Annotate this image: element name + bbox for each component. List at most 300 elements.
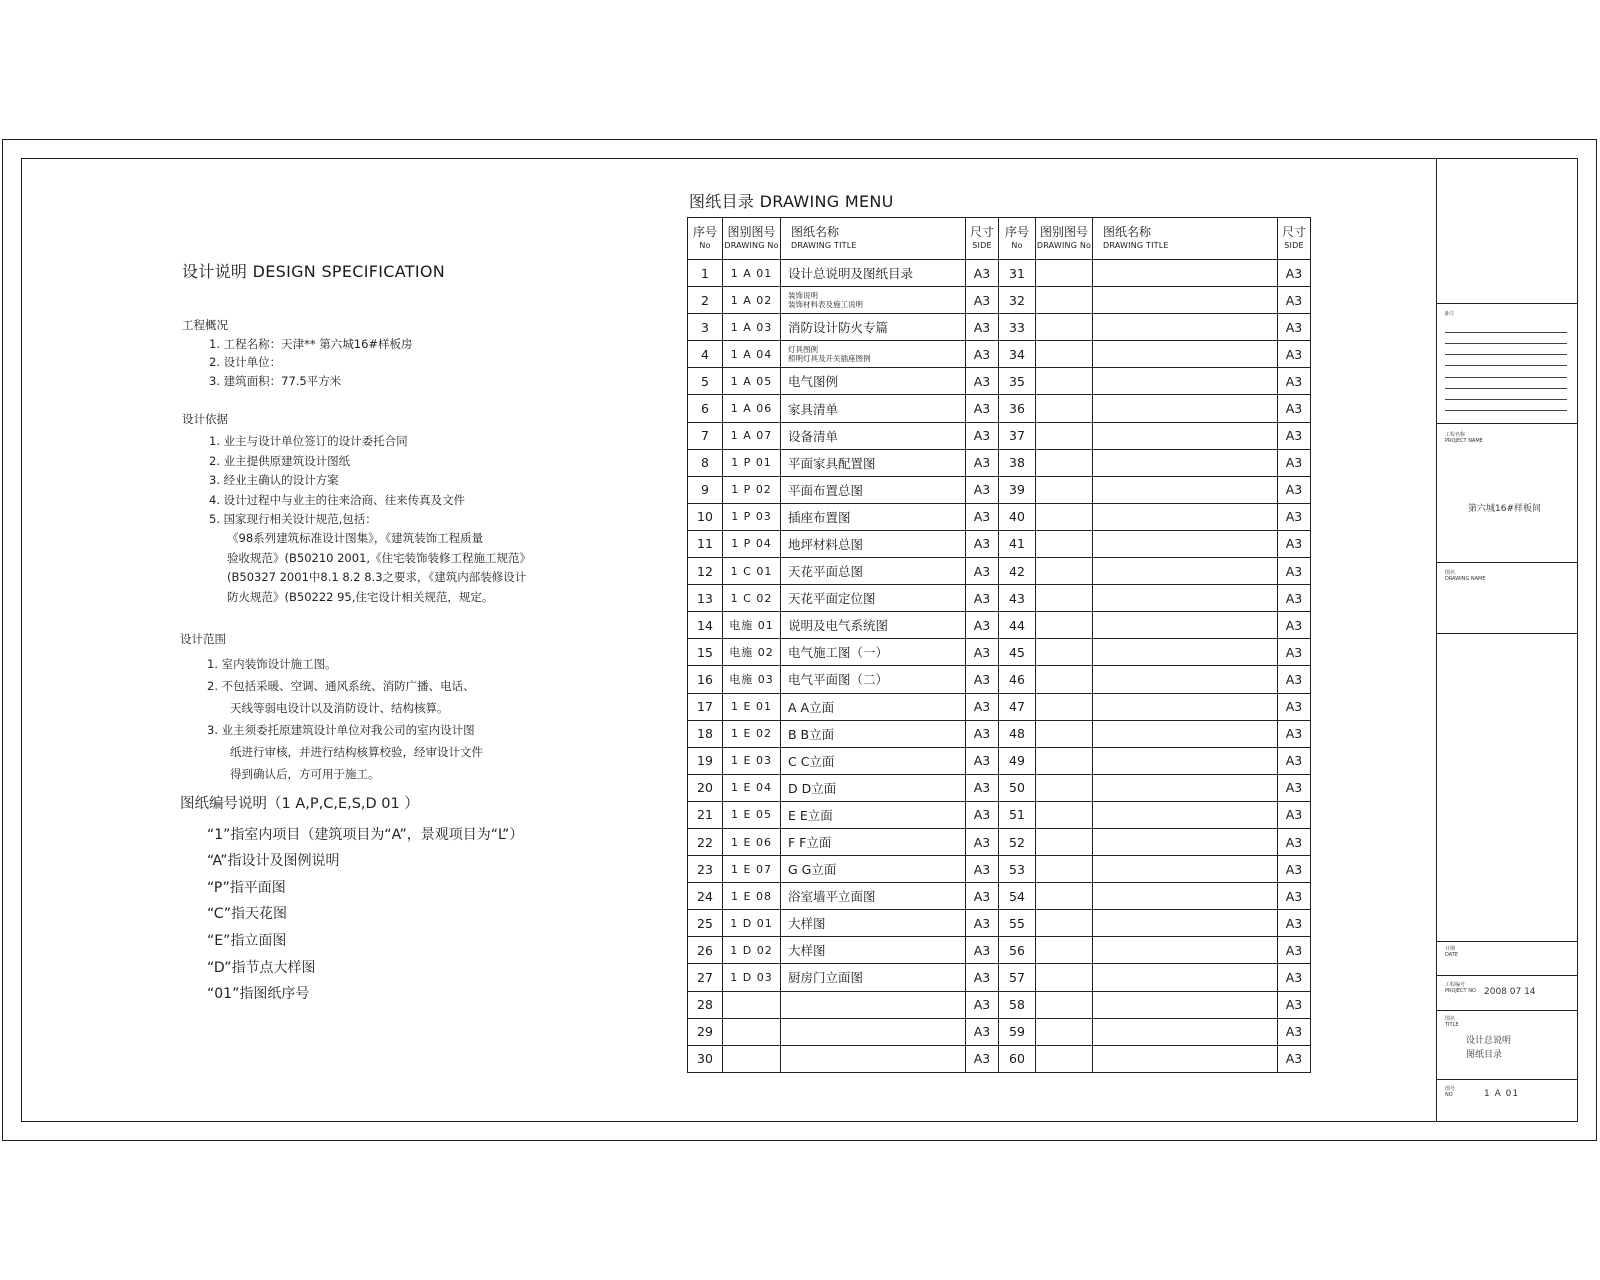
spec-line: 3. 经业主确认的设计方案 [209,473,339,488]
title-block-rule [1436,1079,1577,1080]
cell-title: 说明及电气系统图 [781,612,966,639]
cell-size: A3 [966,693,999,720]
cell-drawing-no: 1 A 04 [723,341,781,368]
menu-row [688,1045,1311,1072]
drawing-numbering-notes [180,791,523,1008]
cell-drawing-no: 1 D 01 [723,910,781,937]
cell-title [1093,449,1278,476]
remark-line [1445,365,1567,366]
spec-line: 天线等弱电设计以及消防设计、结构核算。 [230,701,449,715]
cell-drawing-no [1036,287,1093,314]
cell-title [781,1018,966,1045]
cell-no: 29 [688,1018,723,1045]
numbering-line: “D”指节点大样图 [207,959,316,976]
cell-size: A3 [966,395,999,422]
cell-title: 大样图 [781,937,966,964]
cell-drawing-no: 1 C 01 [723,558,781,585]
cell-drawing-no: 1 E 08 [723,883,781,910]
cell-drawing-no [1036,720,1093,747]
cell-drawing-no: 1 E 06 [723,828,781,855]
cell-drawing-no [1036,612,1093,639]
cell-size: A3 [966,801,999,828]
cell-size: A3 [966,422,999,449]
label-en: DRAWING NAME [1445,576,1486,582]
section-heading: 工程概况 [182,318,228,332]
menu-row [688,260,1311,287]
cell-size: A3 [1278,964,1311,991]
cell-drawing-no: 1 P 02 [723,476,781,503]
cell-title [1093,693,1278,720]
menu-row [688,449,1311,476]
cell-title [1093,639,1278,666]
spec-line: 3. 建筑面积：77.5平方米 [209,373,342,388]
menu-row [688,964,1311,991]
numbering-line: “01”指图纸序号 [207,986,310,1003]
spec-section-project-overview [182,316,413,390]
spec-line: 5. 国家现行相关设计规范,包括： [209,512,377,527]
cell-title [1093,1045,1278,1072]
spec-line: 3. 业主须委托原建筑设计单位对我公司的室内设计图 [207,723,475,737]
cell-drawing-no: 1 E 07 [723,856,781,883]
cell-drawing-no: 电施 02 [723,639,781,666]
cell-no: 57 [999,964,1036,991]
cell-no: 10 [688,503,723,530]
header-en: DRAWING TITLE [791,241,857,250]
cell-no: 13 [688,585,723,612]
menu-row [688,503,1311,530]
cell-title: 平面布置总图 [781,476,966,503]
cell-size: A3 [1278,530,1311,557]
menu-row [688,910,1311,937]
cell-drawing-no: 1 D 02 [723,937,781,964]
cell-drawing-no [1036,503,1093,530]
cell-title: 电气图例 [781,368,966,395]
cell-no: 27 [688,964,723,991]
numbering-line: “1”指室内项目（建筑项目为“A”，景观项目为“L”） [207,826,524,843]
cell-no: 59 [999,1018,1036,1045]
cell-drawing-no [1036,801,1093,828]
cell-size: A3 [1278,368,1311,395]
cell-title: 大样图 [781,910,966,937]
drawing-menu-table [687,217,1311,1073]
cell-size: A3 [966,612,999,639]
cell-title: 天花平面定位图 [781,585,966,612]
cell-no: 30 [688,1045,723,1072]
cell-drawing-no: 1 D 03 [723,964,781,991]
cell-drawing-no [1036,910,1093,937]
cell-no: 52 [999,828,1036,855]
label-en: PROJECT NAME [1445,438,1483,444]
cell-size: A3 [966,937,999,964]
cell-no: 42 [999,558,1036,585]
menu-row [688,883,1311,910]
cell-title [1093,314,1278,341]
cell-no: 38 [999,449,1036,476]
cell-title [1093,260,1278,287]
cell-title [1093,666,1278,693]
cell-title [1093,747,1278,774]
numbering-line: “P”指平面图 [207,879,286,896]
cell-title-line: 装饰材料表及施工说明 [788,300,863,310]
title-block-rule [1436,941,1577,942]
cell-no: 19 [688,747,723,774]
label-zh: 图名 [1445,1016,1456,1022]
cell-size: A3 [1278,422,1311,449]
cell-drawing-no [1036,558,1093,585]
cell-no: 36 [999,395,1036,422]
cell-drawing-no: 1 C 02 [723,585,781,612]
header-en: DRAWING TITLE [1103,241,1169,250]
cell-no: 11 [688,530,723,557]
menu-row [688,341,1311,368]
cell-size: A3 [1278,883,1311,910]
cell-title-line: 照明灯具及开关插座图例 [788,354,871,364]
cell-drawing-no: 1 P 03 [723,503,781,530]
cell-no: 41 [999,530,1036,557]
cell-drawing-no [1036,883,1093,910]
remark-line [1445,377,1567,378]
cell-drawing-no: 1 P 01 [723,449,781,476]
cell-drawing-no [1036,1045,1093,1072]
cell-size: A3 [1278,314,1311,341]
cell-title [1093,883,1278,910]
cell-title: A A立面 [781,693,966,720]
section-heading: 设计范围 [180,632,226,646]
cell-no: 8 [688,449,723,476]
cell-no: 31 [999,260,1036,287]
label-zh: 图号 [1445,1086,1456,1092]
spec-line: 1. 室内装饰设计施工图。 [207,657,337,671]
cell-size: A3 [966,476,999,503]
header-en: SIDE [1284,241,1304,250]
header-zh: 尺寸 [1281,225,1306,239]
spec-line: 验收规范》(B50210 2001,《住宅装饰装修工程施工规范》 [227,550,532,565]
menu-title: 图纸目录 DRAWING MENU [689,192,894,211]
header-en: SIDE [972,241,992,250]
cell-title [1093,530,1278,557]
cell-no: 33 [999,314,1036,341]
cell-title: 厨房门立面图 [781,964,966,991]
section-heading: 图纸编号说明（1 A,P,C,E,S,D 01 ） [180,796,419,812]
cell-title [1093,558,1278,585]
cell-no: 54 [999,883,1036,910]
date-label [1445,946,1458,958]
cell-drawing-no [1036,476,1093,503]
cell-title: 电气平面图（二） [781,666,966,693]
title-block-rule [1436,1010,1577,1011]
cell-title [1093,856,1278,883]
cell-size: A3 [1278,828,1311,855]
cell-title [1093,503,1278,530]
header-title [1093,218,1278,260]
cell-no: 12 [688,558,723,585]
cell-size: A3 [966,260,999,287]
cell-drawing-no [1036,260,1093,287]
cell-title [1093,368,1278,395]
cell-title: E E立面 [781,801,966,828]
cell-size: A3 [1278,774,1311,801]
remark-line [1445,388,1567,389]
spec-section-design-scope [180,628,483,785]
spec-line: 1. 业主与设计单位签订的设计委托合同 [209,434,408,449]
project-name: 第六城16#样板间 [1468,504,1541,514]
cell-no: 5 [688,368,723,395]
header-size [966,218,999,260]
cell-no: 55 [999,910,1036,937]
menu-row [688,287,1311,314]
cell-no: 26 [688,937,723,964]
cell-drawing-no [723,1018,781,1045]
cell-drawing-no: 1 A 06 [723,395,781,422]
header-en: No [1011,241,1023,250]
header-no [999,218,1036,260]
spec-line: 2. 业主提供原建筑设计图纸 [209,453,351,468]
date-value: 2008 07 14 [1484,987,1536,997]
spec-line: 纸进行审核，并进行结构核算校验，经审设计文件 [230,745,483,759]
cell-drawing-no [1036,585,1093,612]
cell-title [1093,910,1278,937]
cell-title [1093,801,1278,828]
cell-drawing-no [1036,1018,1093,1045]
remark-line [1445,354,1567,355]
cell-no: 3 [688,314,723,341]
header-zh: 图纸名称 [1103,225,1152,239]
sheet-title-line: 图纸目录 [1466,1050,1503,1060]
cell-no: 2 [688,287,723,314]
cell-no: 21 [688,801,723,828]
menu-row [688,612,1311,639]
cell-drawing-no [1036,368,1093,395]
label-zh: 工程编号 [1445,982,1466,988]
cell-title [781,341,966,368]
cell-drawing-no [1036,964,1093,991]
cell-size: A3 [966,368,999,395]
cell-size: A3 [966,585,999,612]
cell-size: A3 [1278,341,1311,368]
cell-title: 家具清单 [781,395,966,422]
menu-row [688,368,1311,395]
cell-drawing-no: 1 A 05 [723,368,781,395]
cell-title-line: 灯具图例 [788,345,818,355]
cell-drawing-no [1036,693,1093,720]
cell-size: A3 [966,314,999,341]
cell-title: 设备清单 [781,422,966,449]
cell-title: 插座布置图 [781,503,966,530]
remark-label: 备注 [1444,311,1455,317]
label-zh: 日期 [1445,946,1456,952]
cell-no: 1 [688,260,723,287]
cell-title [1093,341,1278,368]
header-en: No [699,241,711,250]
menu-body [688,260,1311,1073]
cell-size: A3 [1278,910,1311,937]
cell-no: 32 [999,287,1036,314]
spec-title: 设计说明 DESIGN SPECIFICATION [182,262,445,281]
cell-size: A3 [1278,639,1311,666]
menu-row [688,1018,1311,1045]
cell-no: 58 [999,991,1036,1018]
spec-line: 得到确认后，方可用于施工。 [230,767,380,781]
remark-line [1445,410,1567,411]
menu-row [688,422,1311,449]
cell-drawing-no: 1 A 07 [723,422,781,449]
cell-title: C C立面 [781,747,966,774]
cell-no: 39 [999,476,1036,503]
cell-no: 17 [688,693,723,720]
label-zh: 工程名称 [1445,432,1466,438]
cell-no: 20 [688,774,723,801]
cell-size: A3 [966,883,999,910]
title-block-rule [1436,562,1577,563]
cell-size: A3 [1278,503,1311,530]
cell-no: 50 [999,774,1036,801]
cell-drawing-no: 1 E 05 [723,801,781,828]
cell-title [1093,991,1278,1018]
cell-no: 43 [999,585,1036,612]
cell-no: 9 [688,476,723,503]
cell-title: 天花平面总图 [781,558,966,585]
cell-drawing-no [1036,449,1093,476]
cell-size: A3 [966,774,999,801]
menu-row [688,558,1311,585]
cell-title [1093,937,1278,964]
cell-size: A3 [1278,476,1311,503]
remark-line [1445,332,1567,333]
label-zh: 图名 [1445,570,1456,576]
cell-size: A3 [1278,720,1311,747]
menu-row [688,530,1311,557]
cell-title: B B立面 [781,720,966,747]
cell-size: A3 [966,449,999,476]
cell-size: A3 [966,341,999,368]
cell-drawing-no: 1 E 04 [723,774,781,801]
cell-drawing-no [1036,991,1093,1018]
cell-drawing-no [1036,639,1093,666]
cell-drawing-no: 1 A 03 [723,314,781,341]
menu-row [688,314,1311,341]
label-en: DATE [1445,952,1459,958]
section-heading: 设计依据 [182,412,228,426]
cell-title: D D立面 [781,774,966,801]
header-title [781,218,966,260]
cell-drawing-no [723,1045,781,1072]
sheet-no-label [1445,1086,1455,1098]
cell-title [1093,828,1278,855]
cell-no: 40 [999,503,1036,530]
cell-size: A3 [966,720,999,747]
header-drawing-no [723,218,781,260]
cell-drawing-no: 1 E 03 [723,747,781,774]
header-size [1278,218,1311,260]
header-zh: 尺寸 [969,225,994,239]
remark-line [1445,343,1567,344]
cell-drawing-no [1036,747,1093,774]
cell-size: A3 [966,828,999,855]
cell-no: 37 [999,422,1036,449]
cell-no: 18 [688,720,723,747]
cell-size: A3 [966,503,999,530]
cell-size: A3 [1278,612,1311,639]
menu-row [688,856,1311,883]
cell-size: A3 [1278,666,1311,693]
title-block-rule [1436,975,1577,976]
project-label [1445,432,1483,444]
cell-no: 7 [688,422,723,449]
spec-section-design-basis [182,410,531,607]
cell-drawing-no [1036,314,1093,341]
cell-drawing-no [1036,828,1093,855]
cell-no: 60 [999,1045,1036,1072]
header-zh: 图别图号 [727,225,776,239]
cell-title [1093,476,1278,503]
title-block-rule [1436,423,1577,424]
spec-line: 防火规范》(B50222 95,住宅设计相关规范，规定。 [227,589,494,604]
cell-title: F F立面 [781,828,966,855]
menu-row [688,639,1311,666]
cell-drawing-no [1036,774,1093,801]
cell-drawing-no: 1 P 04 [723,530,781,557]
cell-no: 22 [688,828,723,855]
cell-size: A3 [966,910,999,937]
menu-row [688,585,1311,612]
sheet-title [1466,1034,1511,1062]
cell-drawing-no: 1 A 02 [723,287,781,314]
title-block-rule [1436,303,1577,304]
numbering-line: “A”指设计及图例说明 [207,853,340,870]
menu-row [688,666,1311,693]
cell-title [781,287,966,314]
cell-title: 消防设计防火专篇 [781,314,966,341]
menu-row [688,476,1311,503]
cell-size: A3 [966,530,999,557]
header-en: DRAWING No [724,241,779,250]
header-drawing-no [1036,218,1093,260]
cell-drawing-no: 1 A 01 [723,260,781,287]
cell-no: 49 [999,747,1036,774]
cell-drawing-no [1036,422,1093,449]
spec-line: (B50327 2001中8.1 8.2 8.3之要求，《建筑内部装修设计 [227,570,527,585]
cell-no: 34 [999,341,1036,368]
sheet-title-line: 设计总说明 [1466,1036,1512,1046]
cell-drawing-no [1036,856,1093,883]
cell-no: 47 [999,693,1036,720]
menu-row [688,828,1311,855]
cell-no: 35 [999,368,1036,395]
cell-title [1093,585,1278,612]
cell-no: 14 [688,612,723,639]
project-no-label [1445,982,1476,994]
cell-drawing-no: 1 E 01 [723,693,781,720]
menu-row [688,937,1311,964]
cell-size: A3 [1278,558,1311,585]
cell-drawing-no [1036,341,1093,368]
cell-title [781,991,966,1018]
cell-no: 25 [688,910,723,937]
cell-title [1093,1018,1278,1045]
cell-title [1093,422,1278,449]
cell-title [1093,720,1278,747]
spec-line: 《98系列建筑标准设计图集》，《建筑装饰工程质量 [227,531,484,546]
header-en: DRAWING No [1036,241,1092,250]
cell-title: 地坪材料总图 [781,530,966,557]
menu-header-row [688,218,1311,260]
cell-size: A3 [966,964,999,991]
cell-no: 15 [688,639,723,666]
spec-line: 4. 设计过程中与业主的往来洽商、往来传真及文件 [209,492,466,507]
cell-size: A3 [966,287,999,314]
cell-drawing-no [1036,395,1093,422]
cell-title: 电气施工图（一） [781,639,966,666]
